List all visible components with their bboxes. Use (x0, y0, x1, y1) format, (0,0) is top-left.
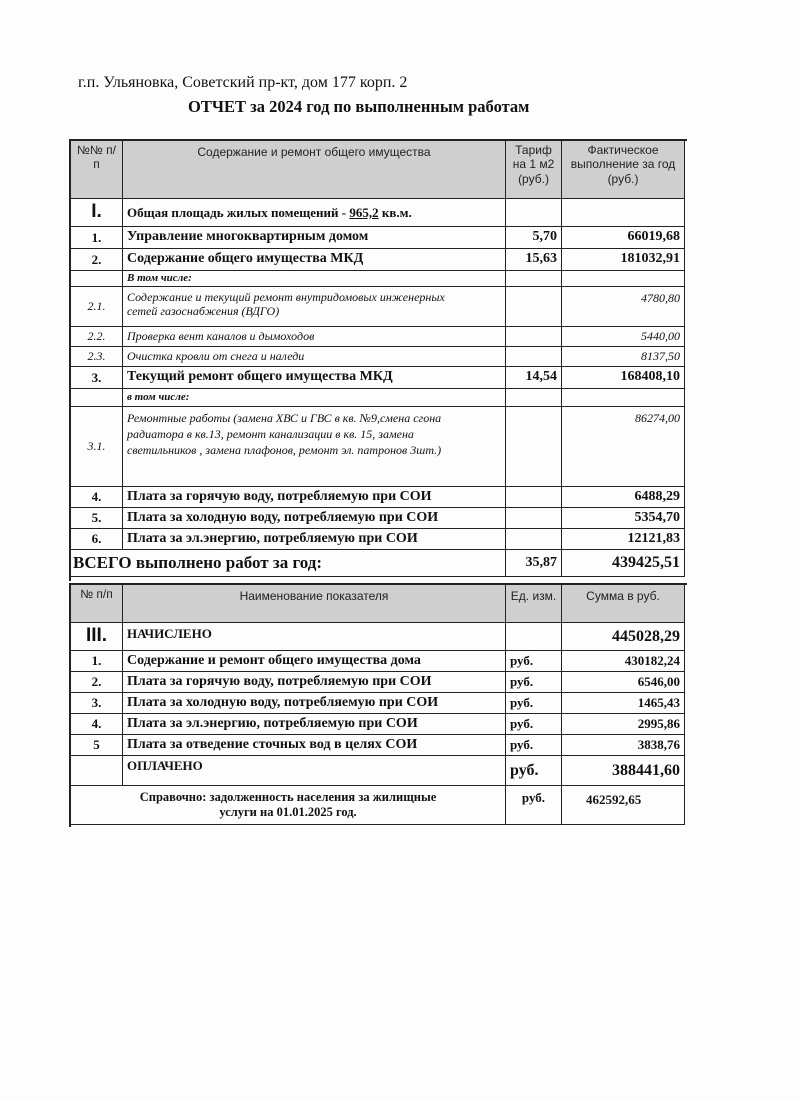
row-value: 3838,76 (562, 735, 685, 756)
row-num: 6. (71, 529, 123, 550)
row-tariff (506, 347, 562, 367)
debt-value: 462592,65 (562, 786, 685, 825)
section-num: III. (71, 623, 123, 651)
total-value: 439425,51 (562, 550, 685, 577)
row-num: 3.1. (71, 407, 123, 487)
row-name: Плата за отведение сточных вод в целях СОИ (123, 735, 506, 756)
row-name: Содержание и текущий ремонт внутридомовых инженерных сетей газоснабжения (ВДГО) (123, 287, 506, 327)
row-tariff (506, 327, 562, 347)
section-num: I. (71, 199, 123, 227)
total-label: ВСЕГО выполнено работ за год: (71, 550, 506, 577)
header-unit: Ед. изм. (506, 585, 562, 623)
area-prefix: Общая площадь жилых помещений - (127, 204, 350, 220)
report-title: ОТЧЕТ за 2024 год по выполненным работам (188, 97, 530, 116)
row-unit: руб. (506, 651, 562, 672)
row-name: Плата за эл.энергию, потребляемую при СОИ (123, 529, 506, 550)
row-name: Очистка кровли от снега и наледи (123, 347, 506, 367)
row-num (71, 271, 123, 287)
row-value: 4780,80 (562, 287, 685, 327)
row-num: 2. (71, 249, 123, 271)
debt-unit: руб. (506, 786, 562, 825)
row-value: 12121,83 (562, 529, 685, 550)
row-value: 6488,29 (562, 487, 685, 508)
area-tariff-cell (506, 199, 562, 227)
row-tariff: 5,70 (506, 227, 562, 249)
works-table (69, 139, 687, 581)
row-value: 1465,43 (562, 693, 685, 714)
row-name: Ремонтные работы (замена ХВС и ГВС в кв. №9,смена сгона радиатора в кв.13, ремонт канализации в кв. 15, замена светильников , замена плафонов, ремонт эл. патронов 3шт.) (123, 407, 506, 487)
row-tariff (506, 287, 562, 327)
row-num: 2.3. (71, 347, 123, 367)
address-line: г.п. Ульяновка, Советский пр-кт, дом 177 корп. 2 (78, 74, 408, 91)
total-tariff: 35,87 (506, 550, 562, 577)
area-label (123, 199, 506, 227)
row-tariff (506, 508, 562, 529)
row-value: 66019,68 (562, 227, 685, 249)
row-unit: руб. (506, 735, 562, 756)
row-name: Плата за эл.энергию, потребляемую при СОИ (123, 714, 506, 735)
row-value: 5440,00 (562, 327, 685, 347)
header-name: Содержание и ремонт общего имущества (123, 141, 506, 199)
row-name: Содержание и ремонт общего имущества дома (123, 651, 506, 672)
accrued-value: 445028,29 (562, 623, 685, 651)
row-num: 5. (71, 508, 123, 529)
row-value: 86274,00 (562, 407, 685, 487)
row-name: Проверка вент каналов и дымоходов (123, 327, 506, 347)
row-num: 2.1. (71, 287, 123, 327)
paid-value: 388441,60 (562, 756, 685, 786)
area-suffix: кв.м. (378, 204, 412, 220)
row-tariff (506, 407, 562, 487)
header-sum: Сумма в руб. (562, 585, 685, 623)
row-value: 2995,86 (562, 714, 685, 735)
paid-label: ОПЛАЧЕНО (123, 756, 506, 786)
row-name: Плата за холодную воду, потребляемую при СОИ (123, 508, 506, 529)
row-num: 2. (71, 672, 123, 693)
row-name: Содержание общего имущества МКД (123, 249, 506, 271)
header-name: Наименование показателя (123, 585, 506, 623)
area-value: 965,2 (349, 204, 379, 220)
header-num: № п/п (71, 585, 123, 623)
row-tariff (506, 487, 562, 508)
row-tariff: 15,63 (506, 249, 562, 271)
row-num: 1. (71, 651, 123, 672)
row-name: В том числе: (123, 271, 506, 287)
row-name: Плата за горячую воду, потребляемую при СОИ (123, 487, 506, 508)
row-num: 4. (71, 714, 123, 735)
row-num: 5 (71, 735, 123, 756)
row-value (562, 389, 685, 407)
paid-unit: руб. (506, 756, 562, 786)
row-name: Плата за горячую воду, потребляемую при СОИ (123, 672, 506, 693)
header-num: №№ п/п (71, 141, 123, 199)
row-num: 3. (71, 693, 123, 714)
debt-note: Справочно: задолженность населения за жилищные услуги на 01.01.2025 год. (71, 786, 506, 825)
header-tariff: Тариф на 1 м2 (руб.) (506, 141, 562, 199)
row-value: 181032,91 (562, 249, 685, 271)
row-unit: руб. (506, 672, 562, 693)
row-value: 430182,24 (562, 651, 685, 672)
row-name: в том числе: (123, 389, 506, 407)
row-unit: руб. (506, 693, 562, 714)
row-num: 2.2. (71, 327, 123, 347)
accrued-unit-cell (506, 623, 562, 651)
row-tariff (506, 389, 562, 407)
row-num: 3. (71, 367, 123, 389)
row-num: 1. (71, 227, 123, 249)
area-value-cell (562, 199, 685, 227)
row-value: 8137,50 (562, 347, 685, 367)
row-value: 168408,10 (562, 367, 685, 389)
row-num (71, 389, 123, 407)
row-name: Текущий ремонт общего имущества МКД (123, 367, 506, 389)
paid-num-cell (71, 756, 123, 786)
header-actual: Фактическое выполнение за год (руб.) (562, 141, 685, 199)
row-value: 5354,70 (562, 508, 685, 529)
row-value (562, 271, 685, 287)
row-tariff: 14,54 (506, 367, 562, 389)
row-tariff (506, 529, 562, 550)
accrued-label: НАЧИСЛЕНО (123, 623, 506, 651)
row-num: 4. (71, 487, 123, 508)
payments-table (69, 583, 687, 827)
row-name: Управление многоквартирным домом (123, 227, 506, 249)
row-unit: руб. (506, 714, 562, 735)
row-value: 6546,00 (562, 672, 685, 693)
row-tariff (506, 271, 562, 287)
row-name: Плата за холодную воду, потребляемую при СОИ (123, 693, 506, 714)
